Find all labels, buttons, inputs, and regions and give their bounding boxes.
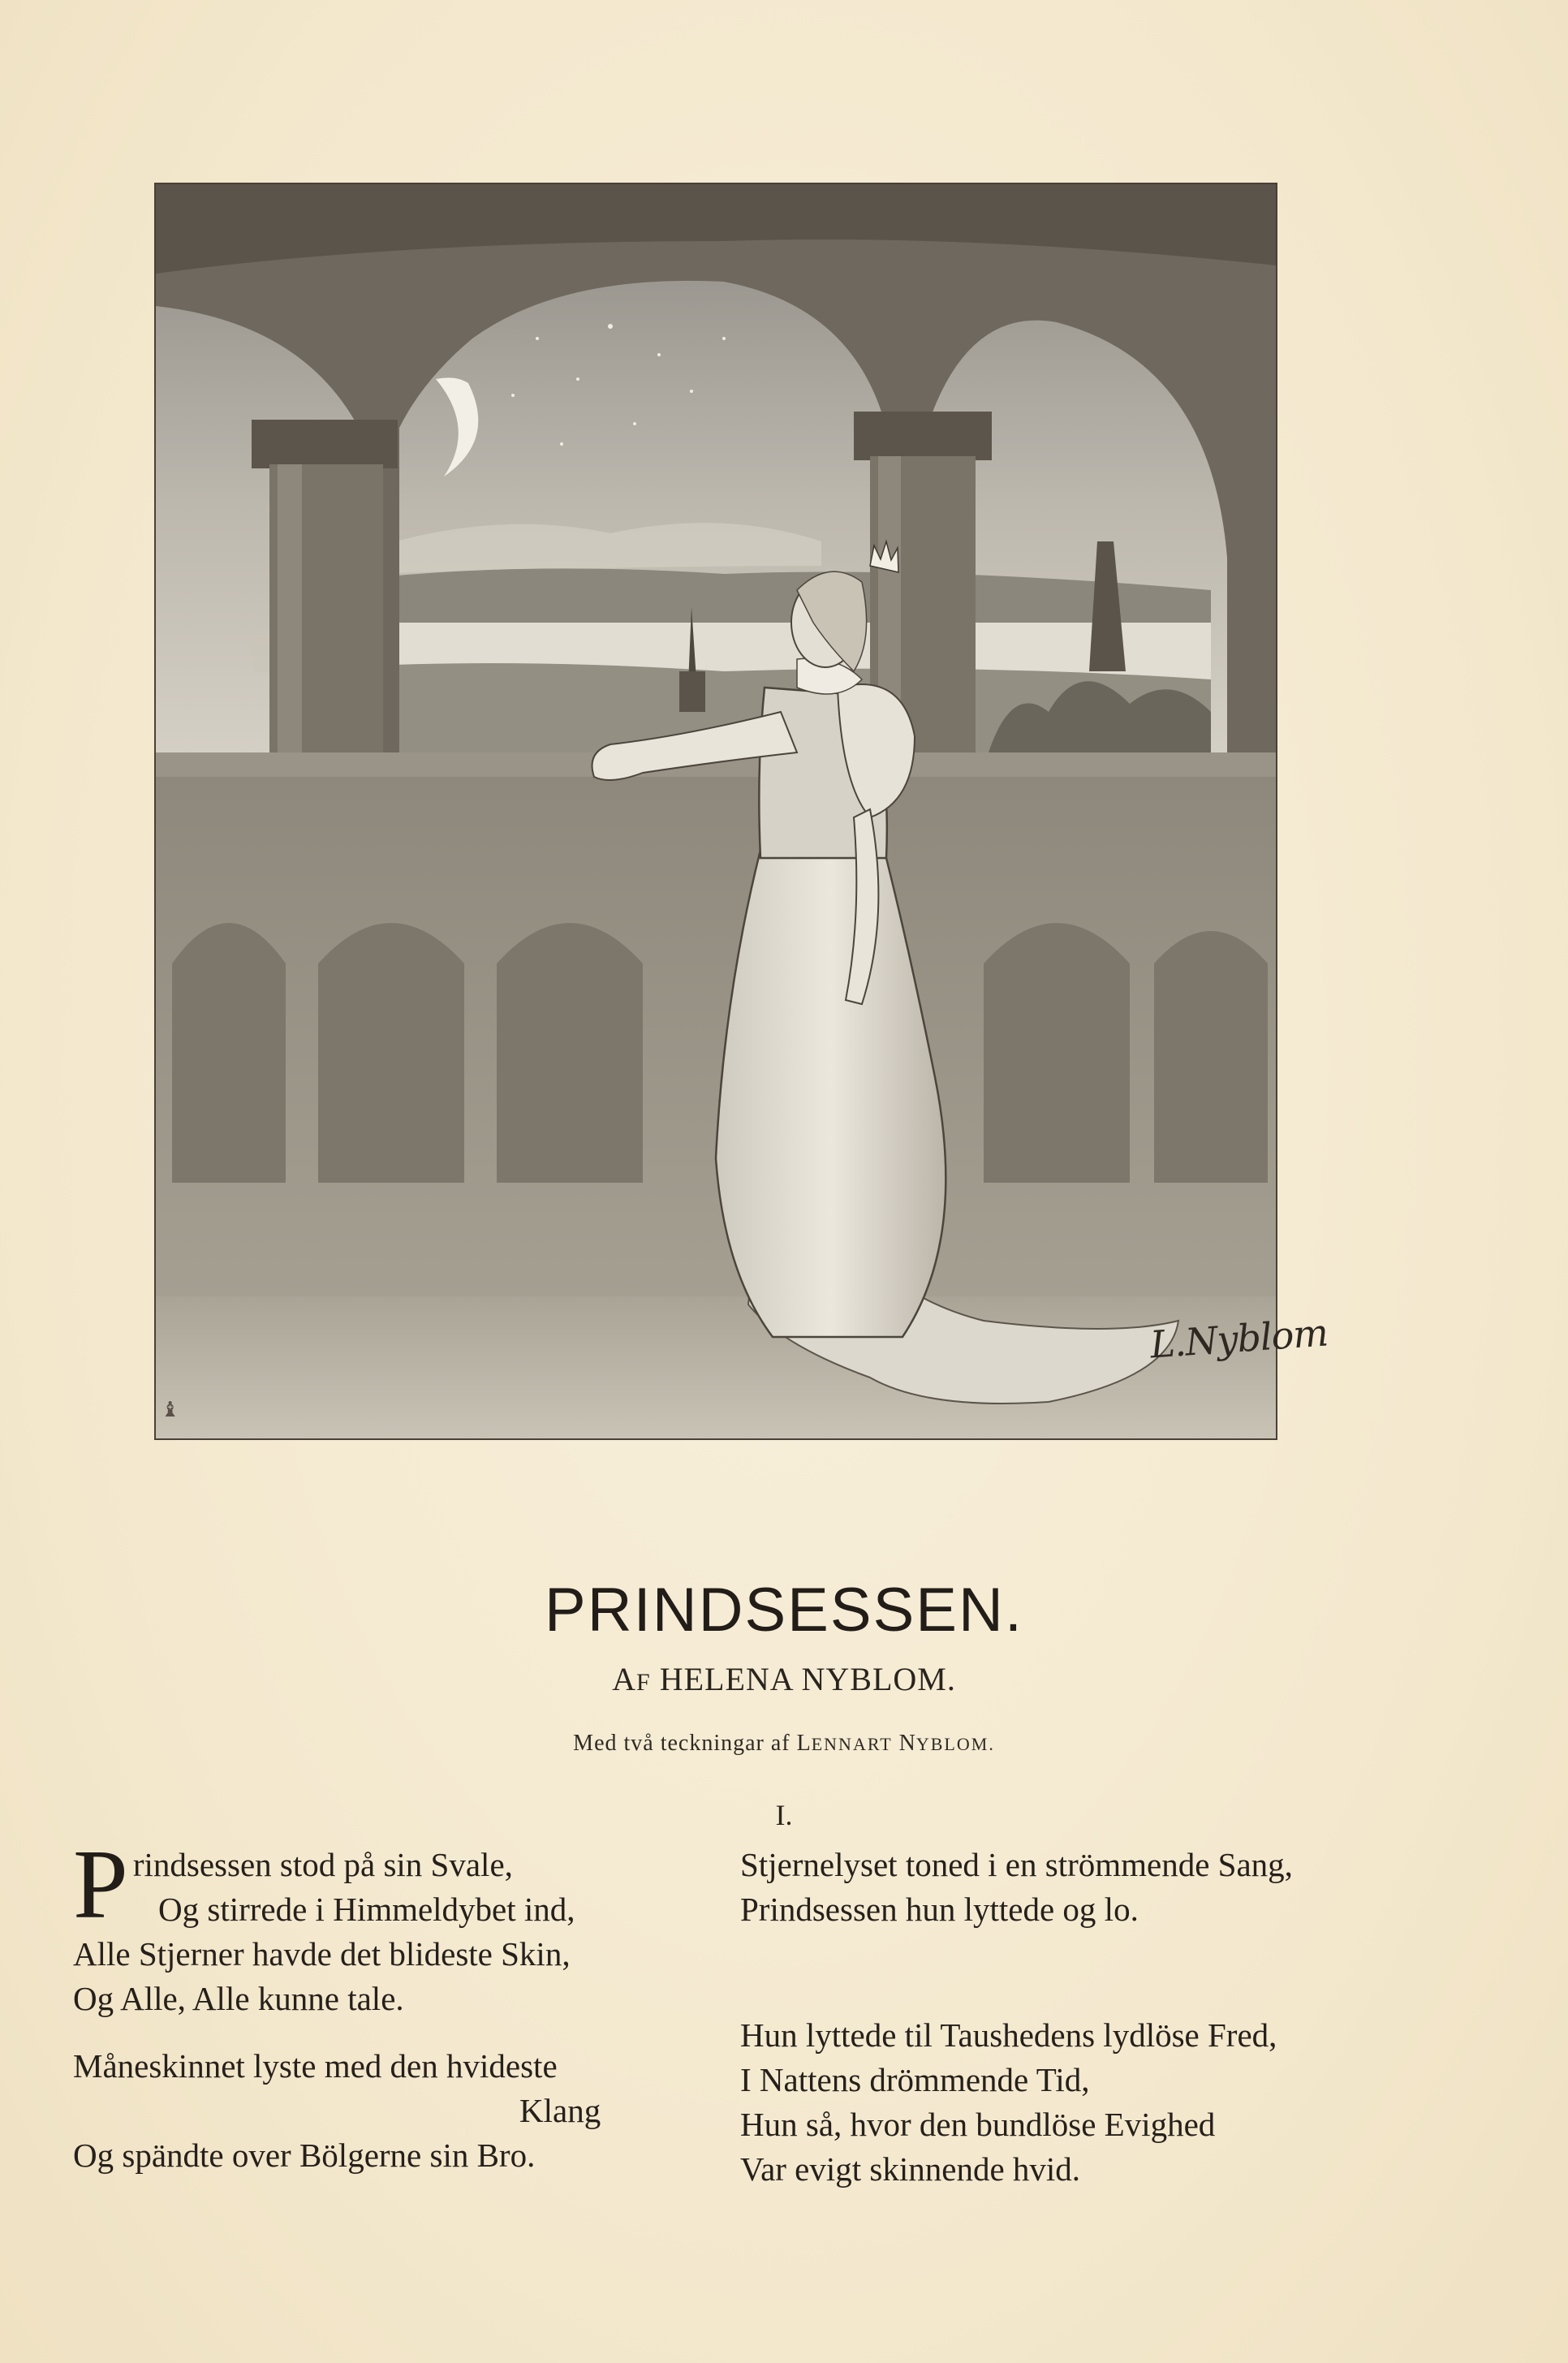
artist-first-rest: ENNART bbox=[811, 1734, 893, 1754]
verse-line: rindsessen stod på sin Svale, bbox=[132, 1846, 513, 1883]
stanza bbox=[73, 1830, 722, 2021]
verse-line: Måneskinnet lyste med den hvideste bbox=[73, 2047, 558, 2085]
verse-line: Og spändte over Bölgerne sin Bro. bbox=[73, 2137, 536, 2174]
poem-column-right bbox=[740, 1843, 1438, 2214]
verse-line: Var evigt skinnende hvid. bbox=[740, 2150, 1081, 2188]
author-prefix-rest: F bbox=[636, 1669, 651, 1696]
verse-line: Og Alle, Alle kunne tale. bbox=[73, 1980, 404, 2017]
stanza bbox=[740, 2013, 1438, 2192]
engraver-monogram: ♝ bbox=[161, 1398, 180, 1421]
illustration-princess-balcony bbox=[154, 183, 1329, 1440]
author-line bbox=[0, 1660, 1568, 1698]
author-name: HELENA NYBLOM. bbox=[659, 1661, 956, 1697]
verse-line: Hun så, hvor den bundlöse Evighed bbox=[740, 2106, 1216, 2143]
verse-line: I Nattens drömmende Tid, bbox=[740, 2061, 1090, 2098]
author-prefix-initial: A bbox=[612, 1661, 637, 1697]
artist-last-initial: N bbox=[898, 1731, 916, 1756]
credit-text: Med två teckningar af bbox=[573, 1731, 790, 1756]
verse-line: Prindsessen hun lyttede og lo. bbox=[740, 1891, 1139, 1928]
illustration-drawing bbox=[156, 184, 1276, 1438]
verse-line: Alle Stjerner havde det blideste Skin, bbox=[73, 1935, 571, 1973]
artist-first-initial: L bbox=[796, 1731, 812, 1756]
poem-column-left bbox=[73, 1830, 722, 2201]
section-number: I. bbox=[775, 1799, 793, 1831]
illustration-credit bbox=[0, 1731, 1568, 1757]
verse-line: Hun lyttede til Taushedens lydlöse Fred, bbox=[740, 2016, 1277, 2054]
verse-line: Klang bbox=[519, 2092, 601, 2129]
verse-line: Og stirrede i Himmeldybet ind, bbox=[158, 1891, 575, 1928]
stanza bbox=[740, 1843, 1438, 1932]
drop-cap: P bbox=[73, 1830, 128, 1939]
artist-last-rest: YBLOM. bbox=[915, 1734, 995, 1754]
verse-line: Stjernelyset toned i en strömmende Sang, bbox=[740, 1846, 1293, 1883]
stanza bbox=[73, 2044, 722, 2178]
poem-title: PRINDSESSEN. bbox=[545, 1576, 1023, 1645]
artist-signature: L.Nyblom bbox=[1148, 1310, 1329, 1367]
